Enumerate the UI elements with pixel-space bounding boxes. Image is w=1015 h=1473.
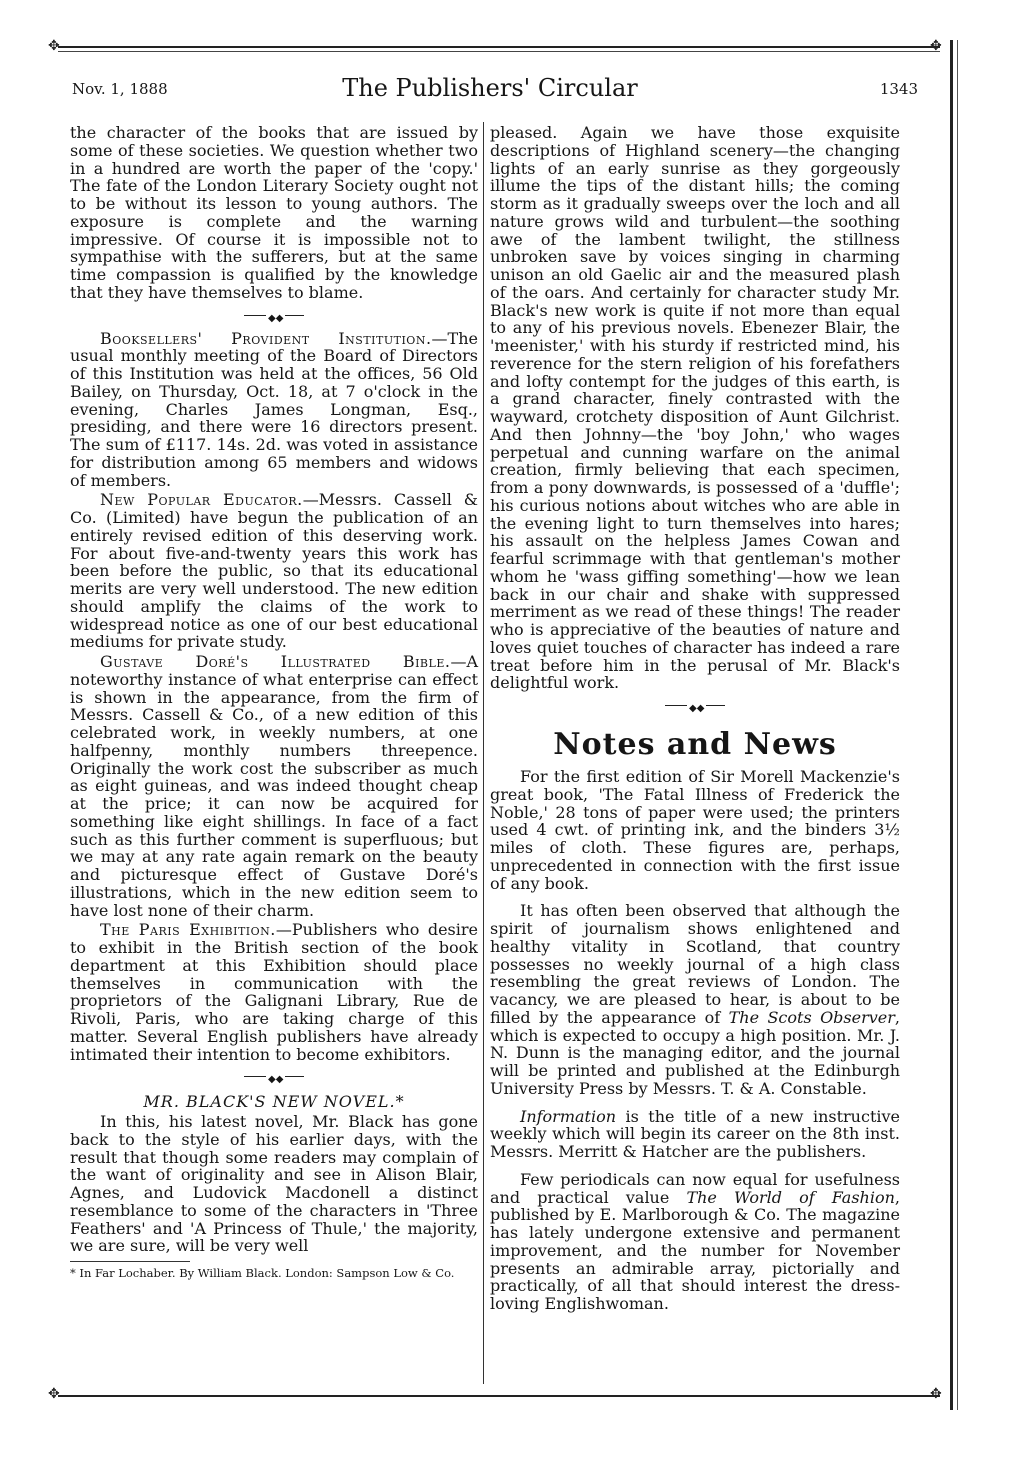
paragraph-text: —Publishers who desire to exhibit in the British section of the book department at this Exhibition should place themselves in communication with the proprietors of the Galignani Library, Rue de Rivoli, Paris, who are taking charge of this matter. Several English publishers have already intimated their intention to become exhibitors.: [70, 920, 478, 1064]
page-title: The Publishers' Circular: [342, 74, 638, 102]
footnote-rule: [70, 1261, 190, 1262]
article-paragraph: [70, 491, 478, 651]
news-paragraph: Few periodicals can now equal for usefulness and practical value The World of Fashion, published by E. Marlborough & Co. The magazine has lately undergone extensive and permanent improvement, and the number for November presents an admirable array, pictorially and practically, of all that should interest the dress-loving Englishwoman.: [490, 1169, 900, 1313]
page-number: 1343: [879, 80, 918, 98]
article-heading: MR. BLACK'S NEW NOVEL.*: [143, 1092, 405, 1112]
top-rule: [58, 46, 940, 48]
side-rule-thin: [957, 40, 958, 1410]
corner-ornament-icon: ✥: [930, 38, 942, 54]
article-paragraph: [70, 330, 478, 490]
article-paragraph: pleased. Again we have those exquisite descriptions of Highland scenery—the changing lights of an early sunrise as they gorgeously illume the tips of the distant hills; the coming storm as it gradually sweeps over the loch and all nature grows wild and turbulent—the soothing awe of the lambent twilight, the stillness unbroken save by voices singing in charming unison an old Gaelic air and the measured plash of the oars. And certainly for character study Mr. Black's new work is quite if not more than equal to any of his previous novels. Ebenezer Blair, the 'meenister,' with his sturdy if restricted mind, his reverence for the stern religion of his forefathers and lofty contempt for the judges of this earth, is a grand character, finely contrasted with the wayward, crotchety disposition of Aunt Gilchrist. And then Johnny—the 'boy John,' who wages perpetual and cunning warfare on the animal creation, firmly believing that each specimen, from a pony downwards, is possessed of a 'duffle'; his curious notions about witches who are able in the evening light to turn themselves into hares; his assault on the helpless James Cowan and fearful scrimmage with that gentleman's mother whom he 'wass giffing something'—how we lean back in our chair and shake with suppressed merriment as we read of these things! The reader who is appreciative of the beauties of nature and loves quiet touches of character has indeed a rare treat before him in the perusal of Mr. Black's delightful work.: [490, 123, 900, 693]
corner-ornament-icon: ✥: [930, 1386, 942, 1402]
paragraph-text: —A noteworthy instance of what enterprise can effect is shown in the appearance, from the firm of Messrs. Cassell & Co., of a new edition of this celebrated work, in weekly numbers, at one halfpenny, monthly numbers threepence. Originally the work cost the subscriber as much as eight guineas, and was indeed thought cheap at the price; it can now be acquired for something like eight shillings. In face of a fact such as this further comment is superfluous; but we may at any rate again remark on the beauty and picturesque effect of Gustave Doré's illustrations, which in the new edition seem to have lost none of their charm.: [70, 652, 478, 920]
paragraph-text: —Messrs. Cassell & Co. (Limited) have begun the publication of an entirely revised edition of this deserving work. For about five-and-twenty years this work has been before the public, so that its educational merits are very well understood. The new edition should amplify the claims of the work to widespread notice as one of our best educational mediums for private study.: [70, 490, 478, 652]
footnote: * In Far Lochaber. By William Black. London: Sampson Low & Co.: [70, 1266, 455, 1280]
publication-title: Information: [520, 1106, 617, 1126]
article-paragraph: the character of the books that are issued by some of these societies. We question whether two in a hundred are worth the paper of the 'copy.' The fate of the London Literary Society ought not to be without its lesson to young authors. The exposure is complete and the warning impressive. Of course it is impossible not to sympathise with the sufferers, but at the same time compassion is qualified by the knowledge that they have themselves to blame.: [70, 123, 478, 302]
section-divider: ◆◆: [490, 692, 900, 720]
section-heading: Notes and News: [553, 727, 837, 762]
side-rule: [950, 40, 953, 1410]
paragraph-text: —The usual monthly meeting of the Board of Directors of this Institution was held at the offices, 56 Old Bailey, on Thursday, Oct. 18, at 7 o'clock in the evening, Charles James Longman, Esq., presiding, and there were 16 directors present. The sum of £117. 14s. 2d. was voted in assistance for distribution among 65 members and widows of members.: [70, 328, 478, 490]
corner-ornament-icon: ✥: [48, 38, 60, 54]
paragraph-heading: New Popular Educator.: [100, 490, 303, 510]
corner-ornament-icon: ✥: [48, 1386, 60, 1402]
section-divider: ◆◆: [70, 302, 478, 330]
paragraph-heading: The Paris Exhibition.: [100, 920, 276, 940]
news-paragraph: Information is the title of a new instructive weekly which will begin its career on the 8th inst. Messrs. Merritt & Hatcher are the publishers.: [490, 1106, 900, 1161]
news-paragraph: It has often been observed that although the spirit of journalism shows enlightened and healthy vitality in Scotland, that country possesses no weekly journal of a high class resembling the great reviews of London. The vacancy, we are pleased to hear, is about to be filled by the appearance of The Scots Observer, which is expected to occupy a high position. Mr. J. N. Dunn is the managing editor, and the journal will be printed and published at the Edinburgh University Press by Messrs. T. & A. Constable.: [490, 901, 901, 1098]
article-paragraph: In this, his latest novel, Mr. Black has gone back to the style of his earlier days, with the result that though some readers may complain of the want of originality and see in Alison Blair, Agnes, and Ludovick Macdonell a distinct resemblance to some of the characters in 'Three Feathers' and 'A Princess of Thule,' the majority, we are sure, will be very well: [70, 1112, 478, 1256]
article-paragraph: [70, 921, 478, 1063]
column-rule: [483, 122, 484, 1384]
left-column: [70, 124, 478, 1280]
publication-title: The World of Fashion: [686, 1187, 895, 1207]
top-rule-thin: [58, 51, 940, 52]
right-column: [490, 124, 900, 1313]
paragraph-heading: Booksellers' Provident Institution.: [100, 328, 432, 348]
article-paragraph: [70, 653, 478, 919]
header-date: Nov. 1, 1888: [72, 80, 168, 98]
bottom-rule: [58, 1395, 940, 1397]
news-paragraph: For the first edition of Sir Morell Mackenzie's great book, 'The Fatal Illness of Frederick the Noble,' 28 tons of paper were used; the printers used 4 cwt. of printing ink, and the binders 3½ miles of cloth. These figures are, perhaps, unprecedented in connection with the first issue of any book.: [490, 767, 900, 893]
publication-title: The Scots Observer: [728, 1007, 895, 1027]
paragraph-heading: Gustave Doré's Illustrated Bible.: [100, 652, 451, 671]
section-divider: ◆◆: [70, 1063, 478, 1091]
